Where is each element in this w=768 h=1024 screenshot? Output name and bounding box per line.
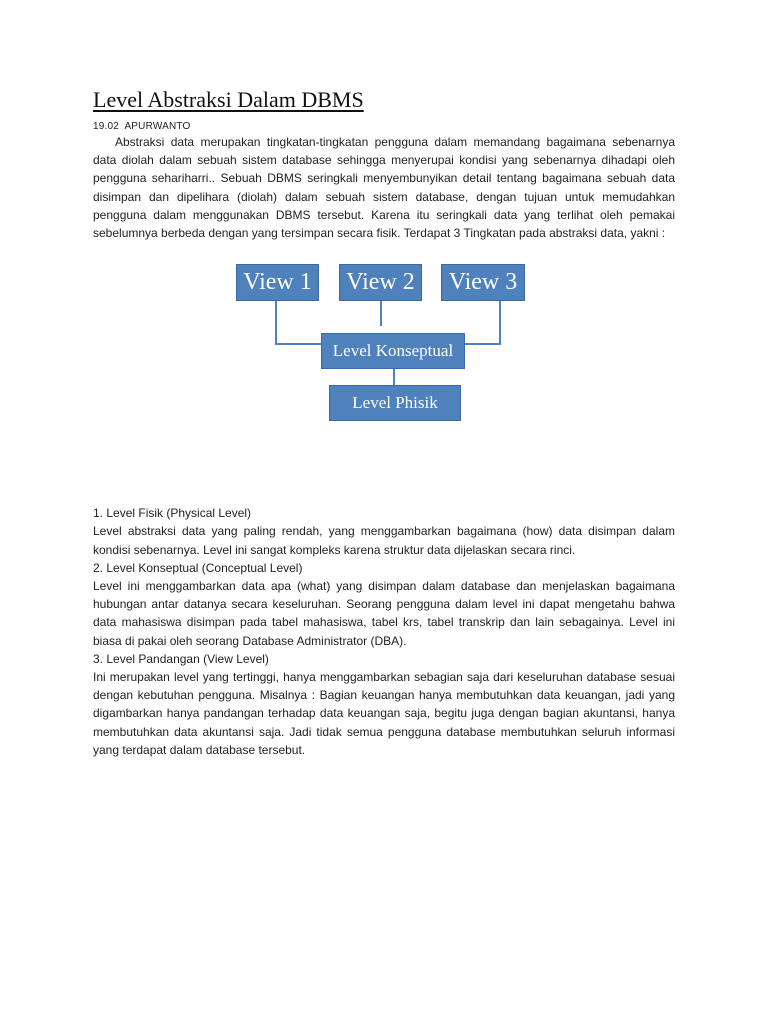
post-meta	[93, 121, 675, 133]
level-list	[93, 504, 675, 759]
post-author: APURWANTO	[124, 121, 191, 132]
view3-box: View 3	[441, 264, 525, 301]
abstraction-diagram	[93, 264, 675, 464]
section-heading-konseptual: 2. Level Konseptual (Conceptual Level)	[93, 560, 303, 575]
section-body-fisik: Level abstraksi data yang paling rendah, yang menggambarkan bagaimana (how) data disimpan dalam kondisi sebenarnya. Level ini sangat kompleks karena struktur data dijelaskan secara rinci.	[93, 524, 675, 557]
connector-view1	[276, 299, 322, 344]
section-body-pandangan: Ini merupakan level yang tertinggi, hanya menggambarkan sebagian saja dari keseluruhan database sesuai dengan kebutuhan pengguna. Misalnya : Bagian keuangan hanya membutuhkan data keuangan, jadi yang digambarkan hanya pandangan terhadap data keuangan saja, begitu juga dengan bagian akuntansi, hanya membutuhkan data akuntansi saja. Jadi tidak semua pengguna database membutuhkan seluruh informasi yang terdapat dalam database tersebut.	[93, 670, 675, 757]
phisik-box: Level Phisik	[329, 385, 461, 421]
section-body-konseptual: Level ini menggambarkan data apa (what) yang disimpan dalam database dan menjelaskan bagaimana hubungan antar datanya secara keseluruhan. Seorang pengguna dalam level ini dapat mengetahu bahwa data mahasiswa disimpan pada tabel mahasiswa, tabel krs, tabel transkrip dan lain sebagainya. Level ini biasa di pakai oleh seorang Database Administrator (DBA).	[93, 579, 675, 648]
section-heading-pandangan: 3. Level Pandangan (View Level)	[93, 651, 269, 666]
document-page	[93, 86, 675, 759]
connector-view3	[464, 299, 500, 344]
section-heading-fisik: 1. Level Fisik (Physical Level)	[93, 506, 252, 521]
view1-box: View 1	[236, 264, 319, 301]
view2-box: View 2	[339, 264, 422, 301]
page-title: Level Abstraksi Dalam DBMS	[93, 87, 364, 112]
intro-paragraph: Abstraksi data merupakan tingkatan-tingkatan pengguna dalam memandang bagaimana sebenarnya data diolah dalam sebuah sistem database sehingga menyerupai kondisi yang sebenarnya dihadapi oleh pengguna sehariharri.. Sebuah DBMS seringkali menyembunyikan detail tentang bagaimana sebuah data disimpan dan dipelihara (diolah) dalam sebuah sistem database, dengan tujuan untuk memudahkan pengguna dalam menggunakan DBMS tersebut. Karena itu seringkali data yang terlihat oleh pemakai sebelumnya berbeda dengan yang tersimpan secara fisik. Terdapat 3 Tingkatan pada abstraksi data, yakni :	[93, 135, 675, 241]
post-time: 19.02	[93, 121, 120, 132]
konseptual-box: Level Konseptual	[321, 333, 465, 369]
